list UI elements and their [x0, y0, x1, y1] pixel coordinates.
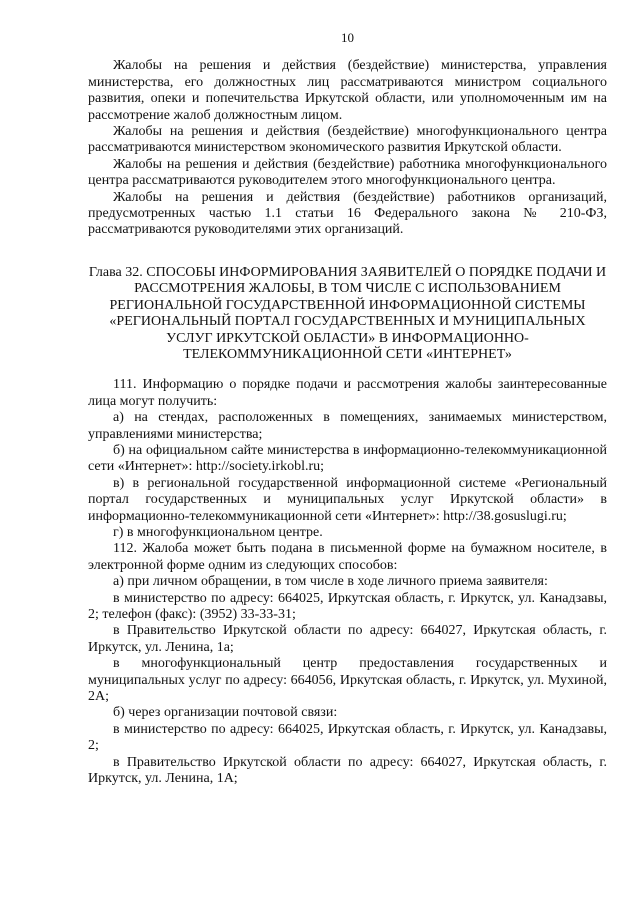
paragraph: Жалобы на решения и действия (бездействие) министерства, управления министерства, его должностных лиц рассматриваются министром социального развития, опеки и попечительства Иркутской области, или уполномоченным им на рассмотрение жалоб должностным лицом. [88, 58, 607, 123]
chapter-heading: Глава 32. СПОСОБЫ ИНФОРМИРОВАНИЯ ЗАЯВИТЕЛЕЙ О ПОРЯДКЕ ПОДАЧИ И РАССМОТРЕНИЯ ЖАЛОБЫ, В ТОМ ЧИСЛЕ С ИСПОЛЬЗОВАНИЕМ РЕГИОНАЛЬНОЙ ГОСУДАРСТВЕННОЙ ИНФОРМАЦИОННОЙ СИСТЕМЫ «РЕГИОНАЛЬНЫЙ ПОРТАЛ ГОСУДАРСТВЕННЫХ И МУНИЦИПАЛЬНЫХ УСЛУГ ИРКУТСКОЙ ОБЛАСТИ» В ИНФОРМАЦИОННО-ТЕЛЕКОММУНИКАЦИОННОЙ СЕТИ «ИНТЕРНЕТ» [88, 264, 607, 362]
paragraph: Жалобы на решения и действия (бездействие) работника многофункционального центра рассматриваются руководителем этого многофункционального центра. [88, 156, 607, 189]
paragraph: в многофункциональный центр предоставления государственных и муниципальных услуг по адресу: 664056, Иркутская область, г. Иркутск, ул. Мухиной, 2А; [88, 656, 607, 705]
paragraph: в министерство по адресу: 664025, Иркутская область, г. Иркутск, ул. Канадзавы, 2; [88, 721, 607, 754]
paragraph: г) в многофункциональном центре. [113, 524, 323, 540]
section-spacer [88, 239, 607, 265]
paragraph: в Правительство Иркутской области по адресу: 664027, Иркутская область, г. Иркутск, ул. Ленина, 1А; [88, 754, 607, 787]
paragraph: Жалобы на решения и действия (бездействие) многофункционального центра рассматриваются министерством экономического развития Иркутской области. [88, 124, 607, 156]
paragraph: в) в региональной государственной информационной системе «Региональный портал государственных и муниципальных услуг Иркутской области» в информационно-телекоммуникационной сети «Интернет»: http://38.gosuslugi.ru; [88, 475, 607, 524]
paragraph: в министерство по адресу: 664025, Иркутская область, г. Иркутск, ул. Канадзавы, 2; телефон (факс): (3952) 33-33-31; [88, 590, 607, 622]
paragraph: 112. Жалоба может быть подана в письменной форме на бумажном носителе, в электронной форме одним из следующих способов: [88, 541, 607, 573]
paragraph: б) через организации почтовой связи: [113, 705, 338, 721]
paragraph: Жалобы на решения и действия (бездействие) работников организаций, предусмотренных частью 1.1 статьи 16 Федерального закона № 210-ФЗ, рассматриваются руководителями этих организаций. [88, 189, 607, 238]
paragraph: 111. Информацию о порядке подачи и рассмотрения жалобы заинтересованные лица могут получить: [88, 377, 607, 409]
paragraph: а) на стендах, расположенных в помещениях, занимаемых министерством, управлениями министерства; [88, 410, 607, 442]
page-number: 10 [341, 30, 354, 45]
paragraph: б) на официальном сайте министерства в информационно-телекоммуникационной сети «Интернет»: http://society.irkobl.ru; [88, 442, 607, 475]
paragraph: а) при личном обращении, в том числе в ходе личного приема заявителя: [113, 574, 548, 590]
paragraph: в Правительство Иркутской области по адресу: 664027, Иркутская область, г. Иркутск, ул. Ленина, 1а; [88, 623, 607, 655]
